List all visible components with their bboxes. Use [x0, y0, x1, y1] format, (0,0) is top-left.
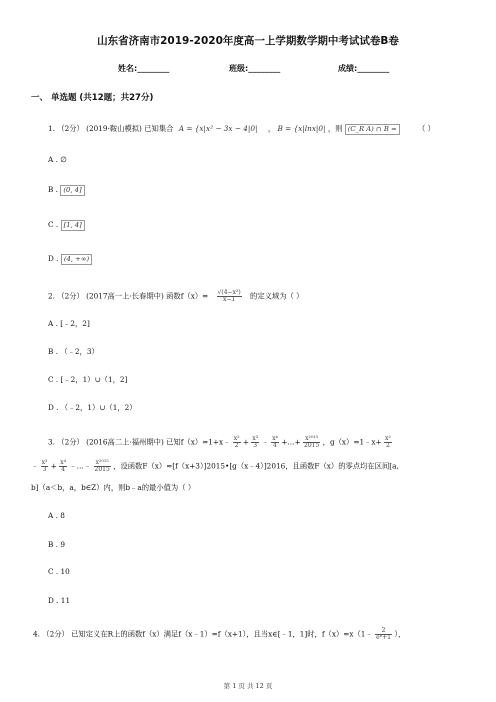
q3-term-4: $\frac{\text{x²⁰¹⁵}}{2015}$: [304, 435, 320, 449]
question-1-then: ，则: [327, 124, 343, 133]
q2-option-a: A . [﹣2，2]: [48, 319, 90, 328]
q2-option-b: B . （﹣2，3）: [48, 347, 99, 356]
complement-expression: (C_R A) ∩ B =: [345, 124, 400, 135]
q3-option-a: A . 8: [48, 511, 65, 520]
q1-option-d-math: (4, +∞): [61, 254, 92, 265]
q3-term-5: $\frac{\text{x²}}{2}$: [384, 435, 391, 449]
q4-fraction: $\frac{2}{\text{eˣ+1}}$: [376, 627, 392, 641]
section-heading: 一、 单选题 (共12题；共27分): [31, 93, 154, 103]
question-4-stem: 4. （2分） 已知定义在R上的函数f（x）满足f（x﹣1）=f（x+1），且当x∈[﹣1，1]时，f（x）=x（1﹣ $\frac{2}{\text{eˣ+1}}$ ），: [33, 627, 406, 641]
question-1-text: 1. （2分） (2019·鞍山模拟) 已知集合: [48, 124, 174, 133]
set-b-formula: B = {x|lnx|0|: [277, 124, 326, 133]
question-3-line-3: b]（a＜b，a，b∈Z）内，则b﹣a的最小值为（ ）: [31, 483, 196, 492]
q2-option-d: D . （﹣2，1）∪（1，2）: [48, 403, 137, 412]
page-title: 山东省济南市2019-2020年度高一上学期数学期中考试试卷B卷: [97, 35, 399, 47]
question-2-stem: [48, 290, 303, 303]
question-1-blank: （ ）: [418, 124, 435, 133]
page-footer: 第 1 页 共 12 页: [223, 682, 273, 690]
q3-term-7: $\frac{\text{x⁴}}{4}$: [60, 459, 66, 473]
set-a-formula: A = {x|x² − 3x − 4|0|: [178, 124, 258, 133]
q2-fraction: $\frac{\text{√(4−x²)}}{x-1}$: [217, 289, 241, 303]
q1-option-d: D . (4, +∞): [48, 254, 92, 265]
q2-option-c: C . [﹣2，1）∪（1，2]: [48, 375, 128, 384]
q3-option-c: C . 10: [48, 567, 70, 576]
question-1-stem: 1. （2分） (2019·鞍山模拟) 已知集合 A = {x|x² − 3x − 4|0| ， B = {x|lnx|0| ，则 (C_R A) ∩ B = （ ）: [48, 124, 435, 133]
q3-option-b: B . 9: [48, 540, 65, 549]
q3-option-d: D . 11: [48, 596, 71, 605]
q1-option-b: B . (0, 4]: [48, 185, 85, 196]
q3-term-8: $\frac{\text{x²⁰¹⁵}}{2015}$: [94, 459, 110, 473]
q3-term-1: $\frac{\text{x²}}{2}$: [233, 435, 240, 449]
q1-option-c-math: [1, 4]: [61, 220, 85, 231]
question-3-line-1: 3. （2分） (2016高二上·福州期中) 已知f（x）=1+x﹣ $\frac{\text{x²}}{2}$ + $\frac{\text{x³}}{3}$ ﹣ $\frac{\text{x⁴}}{4}$ +…+ $\frac{\text{x²⁰¹⁵}}{2015}$ ，g（x）=1﹣x+ $\frac{\text{x²}}{2}$: [48, 435, 391, 449]
q3-term-6: $\frac{\text{x³}}{3}$: [41, 459, 48, 473]
question-3-line-2: ﹣ $\frac{\text{x³}}{3}$ + $\frac{\text{x⁴}}{4}$ ﹣…﹣ $\frac{\text{x²⁰¹⁵}}{2015}$ ，设函数F（x）=[f（x+3）]2015•[g（x﹣4）]2016，且函数F（x）的零点均在区间[a,: [31, 459, 399, 473]
score-field-label: 成绩:________: [338, 64, 390, 73]
name-field-label: 姓名:________: [118, 64, 170, 73]
question-2-text: 2. （2分） (2017高一上·长春期中) 函数f（x）=: [48, 291, 209, 301]
q1-option-a: A . ∅: [48, 155, 67, 164]
question-2-tail: 的定义域为（ ）: [250, 291, 304, 301]
q3-term-2: $\frac{\text{x³}}{3}$: [252, 435, 259, 449]
class-field-label: 班级:________: [229, 64, 281, 73]
q3-term-3: $\frac{\text{x⁴}}{4}$: [272, 435, 278, 449]
q1-option-b-math: (0, 4]: [60, 185, 84, 196]
q1-option-c: C . [1, 4]: [48, 220, 85, 231]
